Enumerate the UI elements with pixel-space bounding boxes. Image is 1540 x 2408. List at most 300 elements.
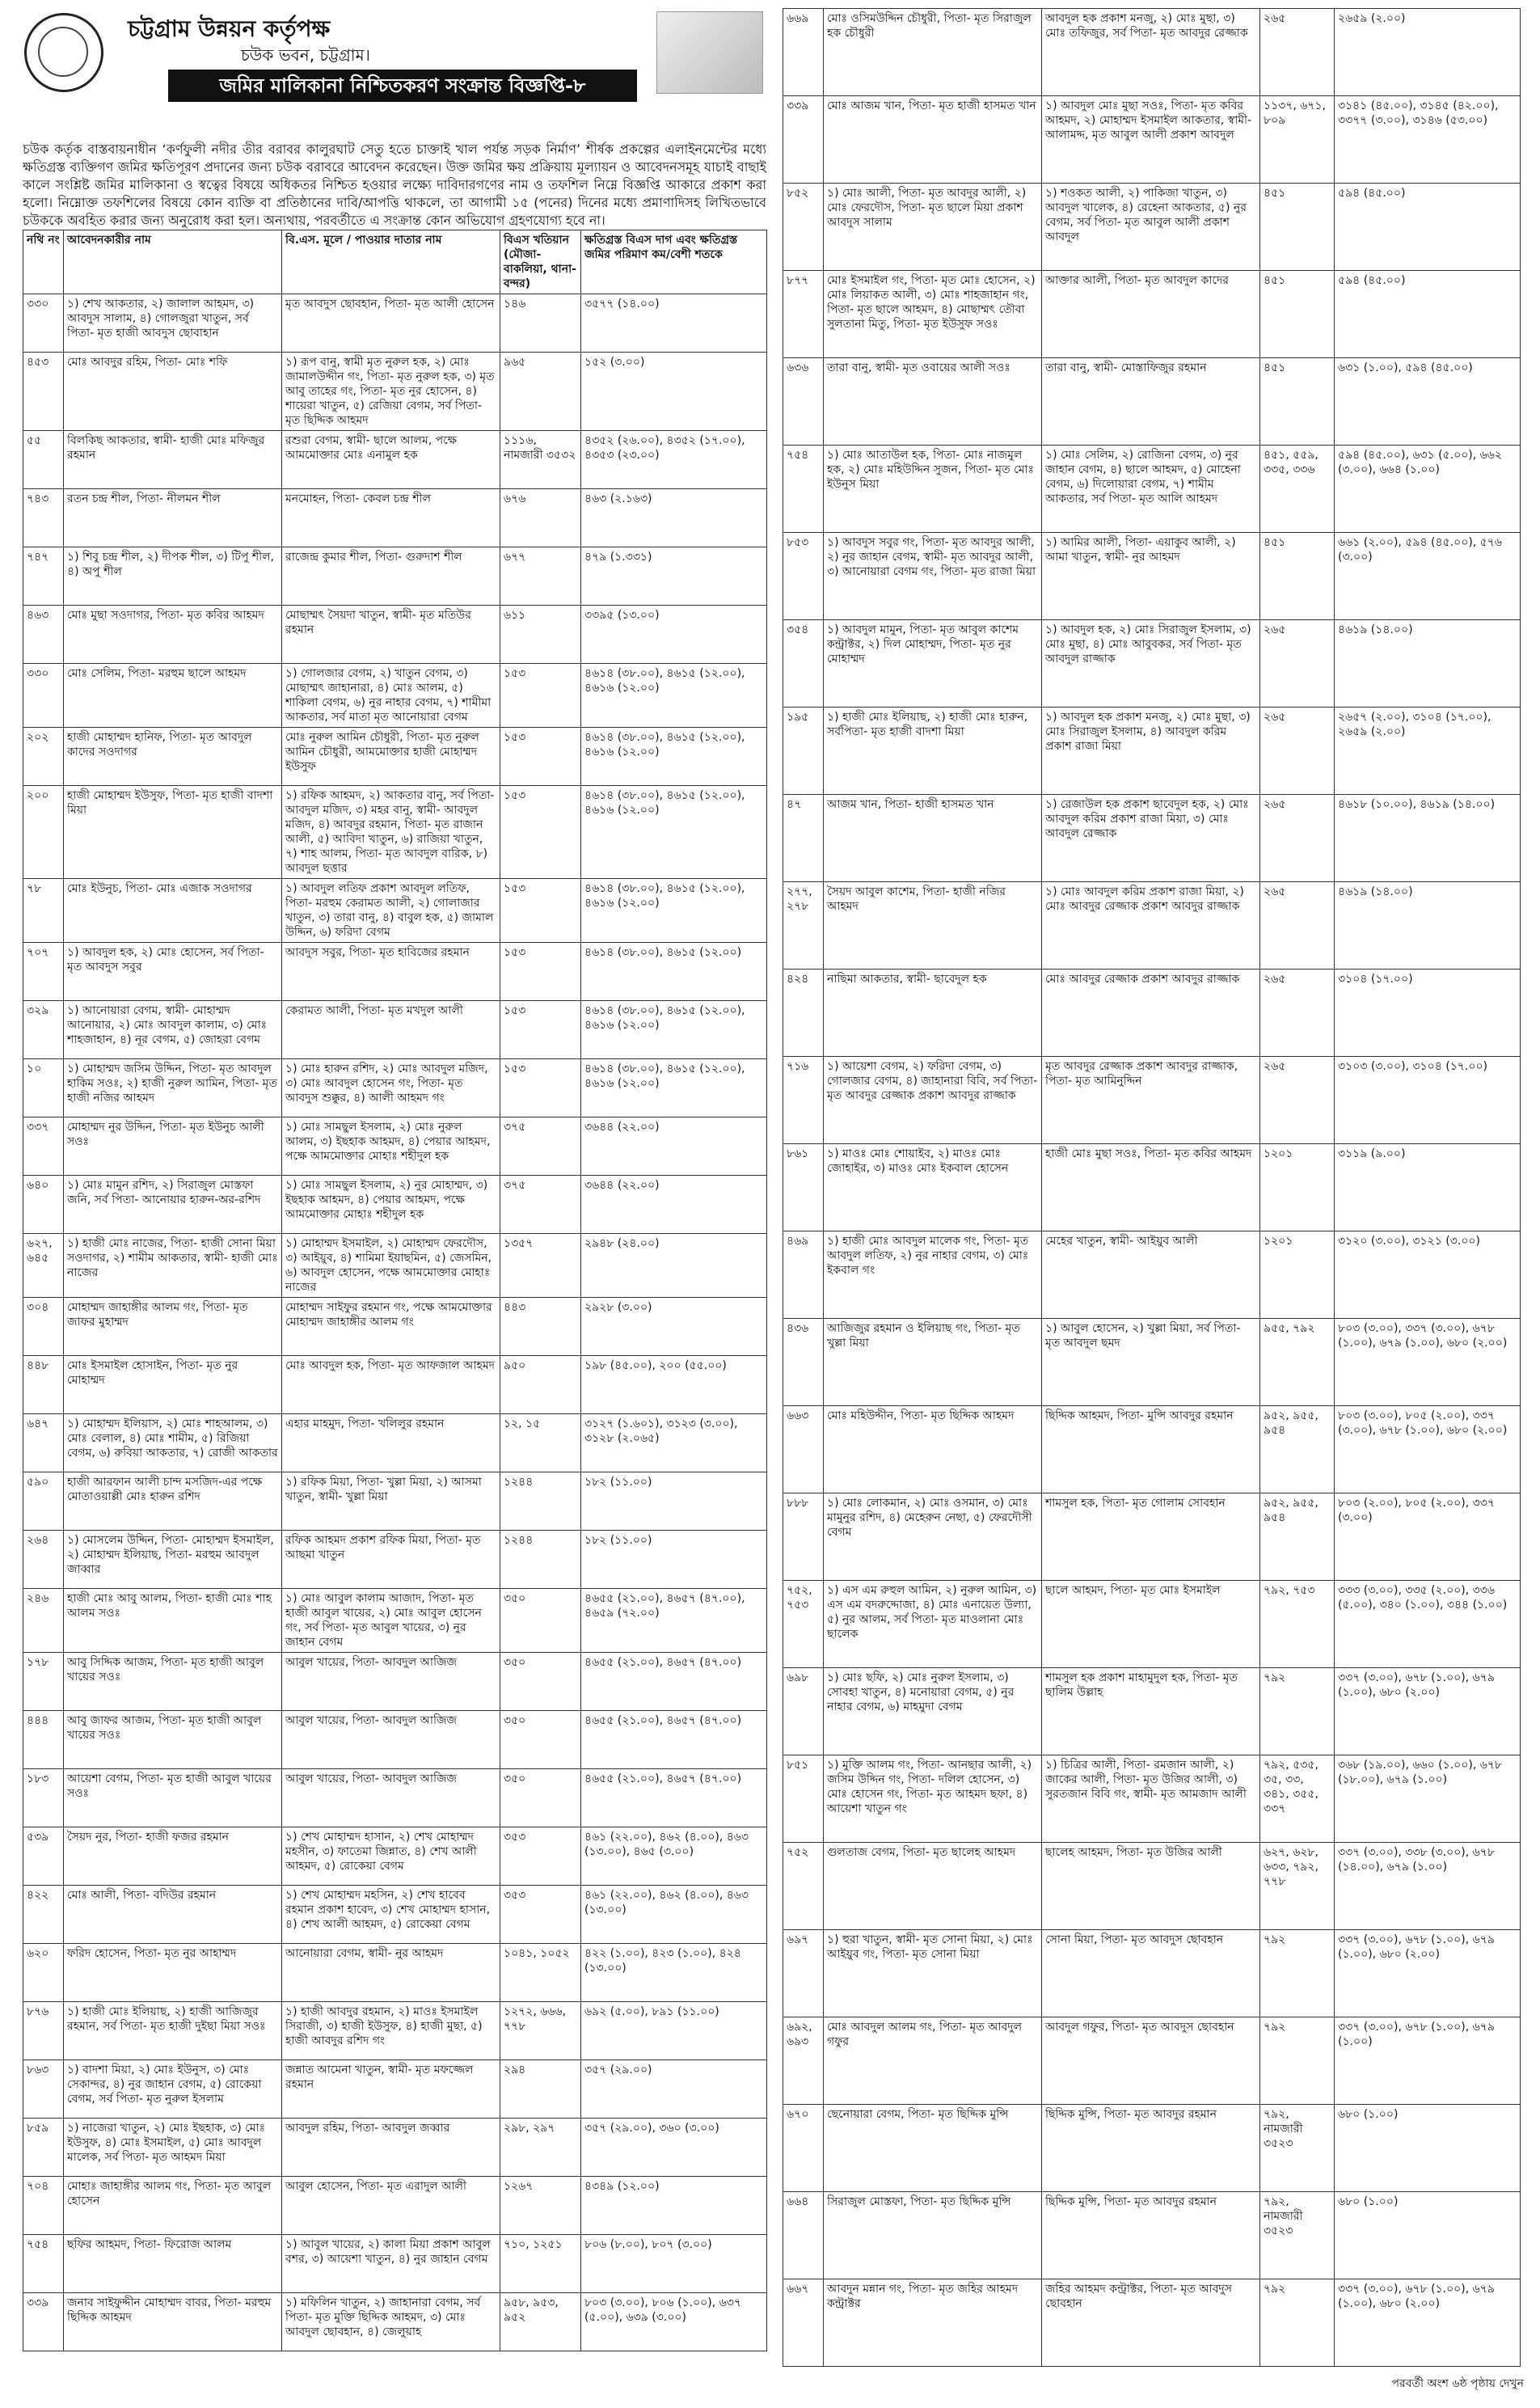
- cell-khatian: ৯৬৫: [500, 353, 581, 431]
- cell-no: ১৯৫: [783, 708, 824, 795]
- cell-plot: ৪৬১৪ (৩৮.০০), ৪৬১৫ (১২.০০), ৪৬১৬ (১২.০০): [581, 786, 767, 879]
- cell-source: জহির আহমদ কন্ট্রাক্টর, পিতা- মৃত আবদুস ছোবহান: [1042, 2279, 1260, 2367]
- cell-source: মোঃ আবদুর রেজ্জাক প্রকাশ আবদুর রাজ্জাক: [1042, 970, 1260, 1057]
- table-row: [23, 1356, 767, 1414]
- cell-applicant: মোঃ মহিউদ্দীন, পিতা- মৃত ছিদ্দিক আহমদ: [824, 1406, 1042, 1493]
- cell-applicant: আজম খান, পিতা- হাজী হাসমত খান: [824, 795, 1042, 882]
- cell-no: ৬২০: [23, 1944, 64, 2002]
- cell-applicant: ১) মোহাম্মদ ইলিয়াস, ২) মোঃ শাহআলম, ৩) মোঃ বেলাল, ৪) মোঃ শামীম, ৫) রিজিয়া বেগম, ৬) রুবিয়া আকতার, ৭) রোজী আকতার: [64, 1414, 282, 1472]
- cell-plot: ৪৬১৯ (১৪.০০): [1335, 882, 1521, 970]
- cell-plot: ৪৬১৯ (১৪.০০): [1335, 620, 1521, 708]
- table-row: [23, 664, 767, 728]
- cell-no: ৪৫৩: [23, 353, 64, 431]
- cell-plot: ৩৩৭ (৩.০০), ৩৩৮ (৩.০০), ৬৭৮ (১৪.০০), ৬৭৯ (১.০০): [1335, 1843, 1521, 1930]
- cell-khatian: ১২৪৪: [500, 1472, 581, 1531]
- cell-khatian: ১৪৬: [500, 294, 581, 353]
- cell-no: ৮৭৬: [23, 2002, 64, 2060]
- cell-plot: ৫৯৪ (৪৫.০০): [1335, 184, 1521, 271]
- table-row: [23, 2235, 767, 2293]
- cell-plot: ১৫২ (৩.০০): [581, 353, 767, 431]
- table-row: [783, 2105, 1521, 2192]
- cell-plot: ৩৫৭ (২৯.০০): [581, 2060, 767, 2119]
- cell-khatian: ৯৫৮, ৯৫৩, ৯৫২: [500, 2293, 581, 2351]
- cell-plot: ৪৬৫৫ (২১.০০), ৪৬৫৭ (৪৭.০০), ৪৬৫৯ (৭২.০০): [581, 1589, 767, 1653]
- cell-khatian: ৬৭৭: [500, 547, 581, 606]
- cell-no: ৩০৪: [23, 1298, 64, 1356]
- cell-source: ১) রূপ বানু, স্বামী মৃত নুরুল হক, ২) মোঃ জামালউদ্দীন গং, পিতা- মৃত নুরুল হক, ৩) মৃত আবু তাহের গং, পিতা- মৃত নুর হোসেন, ৪) শায়েরা খাতুন, ৫) রেজিয়া বেগম, সর্ব পিতা- মৃত ছিদ্দিক আহমদ: [282, 353, 500, 431]
- cell-applicant: হাজী মোহাম্মদ হানিফ, পিতা- মৃত আবদুল কাদের সওদাগর: [64, 728, 282, 786]
- cell-applicant: গুলতাজ বেগম, পিতা- মৃত ছালেহ আহমদ: [824, 1843, 1042, 1930]
- table-row: [23, 294, 767, 353]
- cell-plot: ৩৫৭ (২৯.০০), ৩৬০ (৩.০০): [581, 2119, 767, 2177]
- cell-no: ৮৫৩: [783, 533, 824, 620]
- cell-khatian: ৭৯২: [1260, 1930, 1335, 2017]
- cell-source: ১) হাজী আবদুর রহমান, ২) মাওঃ ইসমাইল সিরাজী, ৩) হাজী ইউসুফ, ৪) হাজী মুছা, ৫) হাজী আবদুর রশিদ গং: [282, 2002, 500, 2060]
- cell-applicant: হাজী মোঃ আবু আলম, পিতা- হাজী মোঃ শাহ আলম সওঃ: [64, 1589, 282, 1653]
- table-row: [783, 446, 1521, 533]
- cell-source: ১) শেখ মোহাম্মদ মহসিন, ২) শেখ হাবেব রহমান প্রকাশ হাবেদ, ৩) শেখ মোহাম্মদ হাসান, ৪) শেখ আলী আহমদ, ৫) রোকেয়া বেগম: [282, 1886, 500, 1944]
- notice-page: [23, 8, 1520, 2393]
- cell-no: ৮৭৭: [783, 271, 824, 358]
- cell-plot: ৪৩৪৯ (১২.০০): [581, 2177, 767, 2235]
- portrait-image: [656, 11, 763, 94]
- cell-plot: ৪৬১৪ (৩৮.০০), ৪৬১৫ (১২.০০), ৪৬১৬ (১২.০০): [581, 1001, 767, 1059]
- right-table: [783, 8, 1521, 2367]
- cell-khatian: ৬৭৬: [500, 489, 581, 547]
- table-row: [23, 489, 767, 547]
- cell-source: মোঃ আবদুল হক, পিতা- মৃত আফজাল আহমদ: [282, 1356, 500, 1414]
- cell-khatian: ৪৫১: [1260, 184, 1335, 271]
- cell-plot: ৪৬১৪ (৩৮.০০), ৪৬১৫ (১২.০০), ৪৬১৬ (১২.০০): [581, 728, 767, 786]
- cell-applicant: হাজী আরফান আলী চান্দ মসজিদ-এর পক্ষে মোতাওয়াল্লী মোঃ হারুন রশিদ: [64, 1472, 282, 1531]
- cell-khatian: ৭৯২, নামজারী ৩৫২৩: [1260, 2105, 1335, 2192]
- cell-applicant: তারা বানু, স্বামী- মৃত ওবায়ের আলী সওঃ: [824, 358, 1042, 446]
- cell-applicant: সিরাজুল মোস্তফা, পিতা- মৃত ছিদ্দিক মুন্সি: [824, 2192, 1042, 2279]
- cell-plot: ৮০৩ (৩.০০), ৮০৫ (২.০০), ৩৩৭ (৩.০০), ৬৭৮ (১.০০), ৬৮০ (২.০০): [1335, 1406, 1521, 1493]
- cell-source: আবুল হোসেন, পিতা- মৃত এরাদুল আলী: [282, 2177, 500, 2235]
- cell-khatian: ১১১৬, নামজারী ৩৫৩২: [500, 431, 581, 489]
- cell-applicant: মোঃ আলী, পিতা- বদিউর রহমান: [64, 1886, 282, 1944]
- cell-applicant: আবু জাফর আজম, পিতা- মৃত হাজী আবুল খায়ের সওঃ: [64, 1711, 282, 1769]
- cell-no: ৬৯৮: [783, 1668, 824, 1755]
- cell-plot: ৩১০৩ (৩.০০), ৩১০৪ (১৭.০০): [1335, 1057, 1521, 1144]
- cell-no: ৪৭: [783, 795, 824, 882]
- col-header-applicant: আবেদনকারীর নাম: [64, 230, 282, 294]
- cell-plot: ৮০৬ (৮.০০), ৮০৭ (৩.০০): [581, 2235, 767, 2293]
- cell-no: ২৪৬: [23, 1589, 64, 1653]
- cell-plot: ৩৬৪৪ (২২.০০): [581, 1117, 767, 1176]
- cell-no: ৪৪৪: [23, 1711, 64, 1769]
- cell-no: ৪৬৯: [783, 1231, 824, 1319]
- cell-applicant: মোঃ আবদুল আলম গং, পিতা- মৃত আবদুল গফুর: [824, 2017, 1042, 2105]
- cell-no: ৮৮৮: [783, 1493, 824, 1581]
- cell-applicant: ১) মোসলেম উদ্দিন, পিতা- মোহাম্মদ ইসমাইল, ২) মোহাম্মদ ইলিয়াছ, পিতা- মরহুম আবদুল জাব্বার: [64, 1531, 282, 1589]
- table-row: [23, 1827, 767, 1886]
- cell-applicant: হাজী মোহাম্মদ ইউসুফ, পিতা- মৃত হাজী বাদশা মিয়া: [64, 786, 282, 879]
- cell-no: ২০০: [23, 786, 64, 879]
- cell-plot: ৪৬১৪ (৩৮.০০), ৪৬১৫ (১২.০০), ৪৬১৬ (১২.০০): [581, 664, 767, 728]
- cell-plot: ৩৬৪৪ (২২.০০): [581, 1176, 767, 1234]
- cell-applicant: মোঃ ইউনুচ, পিতা- মোঃ এজাক সওদাগর: [64, 879, 282, 943]
- table-row: [23, 431, 767, 489]
- cell-applicant: আবদুন মন্নান গং, পিতা- মৃত জহির আহমদ কন্ট্রাক্টর: [824, 2279, 1042, 2367]
- cell-khatian: ১৩৫৭: [500, 1234, 581, 1298]
- cell-khatian: ৭১০, ১২৫১: [500, 2235, 581, 2293]
- cell-khatian: ২৬৫: [1260, 9, 1335, 96]
- cell-khatian: ৪৫১, ৫৫৯, ৩৩৫, ৩৩৬: [1260, 446, 1335, 533]
- cell-source: ১) আবদুল লতিফ প্রকাশ আবদুল লতিফ, পিতা- মরহুম কেরামত আলী, ২) গোলাজার খাতুন, ৩) তারা বানু, ৪) বাবুল হক, ৫) জামাল উদ্দিন, ৬) ফরিদা বেগম: [282, 879, 500, 943]
- table-row: [783, 358, 1521, 446]
- cell-no: ৩২৯: [23, 1001, 64, 1059]
- cell-source: আনোয়ারা বেগম, স্বামী- নুর আহমদ: [282, 1944, 500, 2002]
- cell-applicant: মোহাম্মদ জাহাঙ্গীর আলম গং, পিতা- মৃত জাফর মুহাম্মদ: [64, 1298, 282, 1356]
- cell-applicant: ১) হাজী মোঃ আবদুল মালেক গং, পিতা- মৃত আবদুল লতিফ, ২) নুর নাহার বেগম, ৩) মোঃ ইকবাল গং: [824, 1231, 1042, 1319]
- cell-applicant: আয়েশা বেগম, পিতা- মৃত হাজী আবুল খায়ের সওঃ: [64, 1769, 282, 1827]
- cell-source: ১) শওকত আলী, ২) পাকিজা খাতুন, ৩) আবদুল খালেক, ৪) রেহেনা আকতার, ৫) নুর বেগম, সর্ব পিতা- মৃত আবুল আলী প্রকাশ আবদুল: [1042, 184, 1260, 271]
- cell-khatian: ৩৫০: [500, 1769, 581, 1827]
- cell-khatian: ৪৫১: [1260, 271, 1335, 358]
- cell-no: ৬৩৬: [783, 358, 824, 446]
- cell-source: ১) মোঃ আবুল কালাম আজাদ, পিতা- মৃত হাজী আবুল খায়ের, ২) মোঃ আবুল হোসেন গং, সর্ব পিতা- মৃত আবুল খায়ের, ৩) নুর জাহান বেগম: [282, 1589, 500, 1653]
- cell-khatian: ২৬৫: [1260, 620, 1335, 708]
- cell-source: কেরামত আলী, পিতা- মৃত মখদুল আলী: [282, 1001, 500, 1059]
- cell-source: হাজী মোঃ মুছা সওঃ, পিতা- মৃত কবির আহমদ: [1042, 1144, 1260, 1231]
- cell-applicant: মোঃ সেলিম, পিতা- মরহুম ছালে আহমদ: [64, 664, 282, 728]
- cell-applicant: ১) মাওঃ মোঃ শোয়াইব, ২) মাওঃ মোঃ জোহাইর, ৩) মাওঃ মোঃ ইকবাল হোসেন: [824, 1144, 1042, 1231]
- cda-logo-icon: [24, 13, 103, 92]
- cell-no: ৬৯৭: [783, 1930, 824, 2017]
- cell-applicant: সৈয়দ নুর, পিতা- হাজী ফজর রহমান: [64, 1827, 282, 1886]
- cell-plot: ৩৩৯৫ (১৩.০০): [581, 606, 767, 664]
- cell-source: ছিদ্দিক মুন্সি, পিতা- মৃত আবদুর রহমান: [1042, 2192, 1260, 2279]
- cell-plot: ৩৫৭৭ (১৪.০০): [581, 294, 767, 353]
- table-row: [23, 606, 767, 664]
- cell-khatian: ৯৫৫, ৭৯২: [1260, 1319, 1335, 1406]
- cell-plot: ৪৬৩ (২.১৬৩): [581, 489, 767, 547]
- cell-khatian: ৪৫১: [1260, 533, 1335, 620]
- cell-plot: ২৯২৮ (৩.০০): [581, 1298, 767, 1356]
- cell-no: ৬৯২, ৬৯৩: [783, 2017, 824, 2105]
- cell-plot: ৩৩৩ (৩.০০), ৩৩৫ (২.০০), ৩৩৬ (৫.০০), ৩৪০ (১.০০), ৩৪৪ (১.০০): [1335, 1581, 1521, 1668]
- cell-applicant: ১) মোঃ আতাউল হক, পিতা- মোঃ নাজমুল হক, ২) মোঃ মহিউদ্দিন সুজন, পিতা- মৃত মোঃ ইউনুস মিয়া: [824, 446, 1042, 533]
- table-row: [783, 708, 1521, 795]
- continued-note: পরবর্তী অংশ ৬ষ্ঠ পৃষ্ঠায় দেখুন: [1391, 2377, 1524, 2390]
- cell-plot: ১৮২ (১১.০০): [581, 1531, 767, 1589]
- cell-source: ছালে আহমদ, পিতা- মৃত মোঃ ইসমাইল: [1042, 1581, 1260, 1668]
- cell-no: ৪৪৮: [23, 1356, 64, 1414]
- cell-source: ১) মোঃ হারুন রশিদ, ২) মোঃ আবদুল মজিদ, ৩) মোঃ আবদুল হোসেন গং, পিতা- মৃত আবদুস শুক্কুর, ৪) আলী আহমদ গং: [282, 1059, 500, 1117]
- table-row: [783, 2017, 1521, 2105]
- cell-khatian: ১৫৩: [500, 786, 581, 879]
- table-row: [783, 1493, 1521, 1581]
- cell-no: ৭০৪: [23, 2177, 64, 2235]
- cell-khatian: ১২৪৪: [500, 1531, 581, 1589]
- cell-plot: ২৯৪৮ (২৪.০০): [581, 1234, 767, 1298]
- cell-no: ৬৬৭: [783, 2279, 824, 2367]
- cell-no: ৮৫২: [783, 184, 824, 271]
- cell-plot: ৮০৩ (২.০০), ৮০৫ (২.০০), ৩৩৭ (৩.০০): [1335, 1493, 1521, 1581]
- cell-no: ৭৫৪: [783, 446, 824, 533]
- cell-applicant: ১) হুরা খাতুন, স্বামী- মৃত সোনা মিয়া, ২) মোঃ আইয়ুব গং, পিতা- মৃত সোনা মিয়া: [824, 1930, 1042, 2017]
- table-row: [783, 882, 1521, 970]
- notice-body: চউক কর্তৃক বাস্তবায়নাধীন ‘কর্ণফুলী নদীর তীর বরাবর কালুরঘাট সেতু হতে চাক্তাই খাল পর্যন্ত সড়ক নির্মাণ’ শীর্ষক প্রকল্পের এলাইনমেন্টের মধ্যে ক্ষতিগ্রস্ত ব্যক্তিগণ জমির ক্ষতিপূরণ প্রদানের জন্য চউক বরাবরে আবেদন করেছেন। উক্ত জমির ক্ষয় প্রক্রিয়ায় মূল্যায়ন ও আবেদনসমূহ যাচাই বাছাই কালে সংশ্লিষ্ট জমির মালিকানা ও স্বত্বের বিষয়ে অধিকতর নিশ্চিত হওয়ার লক্ষ্যে দাবিদারগণের নাম ও তফশিল নিম্নে বিজ্ঞপ্তি আকারে প্রকাশ করা হলো। নিম্নোক্ত তফশিলের বিষয়ে কোন ব্যক্তি বা প্রতিষ্ঠানের দাবি/আপত্তি থাকলে, তা আগামী ১৫ (পনের) দিনের মধ্যে প্রমাণাদিসহ লিখিতভাবে চউককে অবহিত করার জন্য অনুরোধ করা হল। অন্যথায়, পরবর্তীতে এ সংক্রান্ত কোন অভিযোগ গ্রহণযোগ্য হবে না।: [23, 142, 766, 228]
- cell-no: ৭৪৩: [23, 489, 64, 547]
- cell-applicant: বিলকিছ আকতার, স্বামী- হাজী মোঃ মফিজুর রহমান: [64, 431, 282, 489]
- cell-applicant: ১) মুক্তি আলম গং, পিতা- আনছার আলী, ২) জসিম উদ্দিন গং, পিতা- দলিল হোসেন, ৩) মোঃ হোসেন গং, পিতা- মৃত আহমদ ছফা, ৪) আয়েশা খাতুন গং: [824, 1755, 1042, 1843]
- table-row: [23, 1711, 767, 1769]
- cell-applicant: মোঃ ইসমাইল হোসাইন, পিতা- মৃত নুর মোহাম্মদ: [64, 1356, 282, 1414]
- cell-khatian: ৯৫২, ৯৫৫, ৯৫৪: [1260, 1406, 1335, 1493]
- cell-no: ২০২: [23, 728, 64, 786]
- org-address: চউক ভবন, চট্টগ্রাম।: [241, 45, 370, 65]
- table-row: [783, 1581, 1521, 1668]
- cell-plot: ৪৬৫৫ (২১.০০), ৪৬৫৭ (৪৭.০০): [581, 1769, 767, 1827]
- table-row: [23, 1176, 767, 1234]
- left-table: [23, 230, 767, 2351]
- table-row: [783, 9, 1521, 96]
- cell-source: ১) আবদুল হক প্রকাশ মনজু, ২) মোঃ মুছা, ৩) মোঃ সিরাজুল ইসলাম, ৪) আবদুল করিম প্রকাশ রাজা মিয়া: [1042, 708, 1260, 795]
- cell-plot: ৩১০৪ (১৭.০০): [1335, 970, 1521, 1057]
- cell-khatian: ৭৯২, ৫৩৫, ৩৫, ৩৩, ৩৪১, ৩৫৫, ৩৩৭: [1260, 1755, 1335, 1843]
- cell-no: ৬৪৭: [23, 1414, 64, 1472]
- cell-applicant: মোঃ ওসিমউদ্দিন চৌধুরী, পিতা- মৃত সিরাজুল হক চৌধুরী: [824, 9, 1042, 96]
- cell-applicant: ১) মোহাম্মদ জসিম উদ্দিন, পিতা- মৃত আবদুল হাকিম সওঃ, ২) হাজী নুরুল আমিন, পিতা- মৃত হাজী নজির আহমদ: [64, 1059, 282, 1117]
- col-header-plot: ক্ষতিগ্রস্ত বিএস দাগ এবং ক্ষতিগ্রস্ত জমির পরিমাণ কম/বেশী শতকে: [581, 230, 767, 294]
- cell-applicant: মোঃ ইসমাইল গং, পিতা- মৃত মোঃ হোসেন, ২) মোঃ লিয়াকত আলী, ৩) মোঃ শাহজাহান গং, পিতা- মৃত ছালে আহমদ, ৪) মোছাম্মৎ তৌবা সুলতানা মিতু, পিতা- মৃত ইউসুফ সওঃ: [824, 271, 1042, 358]
- table-row: [23, 943, 767, 1001]
- cell-applicant: ১) মোঃ ছফি, ২) মোঃ নুরুল ইসলাম, ৩) সোবহা খাতুন, ৪) মনোয়ারা বেগম, ৫) নুর নাহার বেগম, ৬) মাহমুদা বেগম: [824, 1668, 1042, 1755]
- cell-no: ৬৪০: [23, 1176, 64, 1234]
- cell-source: আবদুল হক প্রকাশ মনজু, ২) মোঃ মুছা, ৩) মোঃ তফিজুর, সর্ব পিতা- মৃত আবদুর রেজ্জাক: [1042, 9, 1260, 96]
- cell-applicant: মোঃ আজম খান, পিতা- মৃত হাজী হাসমত খান: [824, 96, 1042, 184]
- cell-no: ৪৩৬: [783, 1319, 824, 1406]
- cell-plot: ৪৬১৮ (১০.০০), ৪৬১৯ (১৪.০০): [1335, 795, 1521, 882]
- table-row: [783, 271, 1521, 358]
- cell-khatian: ১৫৩: [500, 1059, 581, 1117]
- left-column: [23, 8, 766, 2351]
- cell-no: ৩৫৪: [783, 620, 824, 708]
- cell-no: ৩৩৯: [23, 2293, 64, 2351]
- table-row: [23, 1531, 767, 1589]
- cell-no: ২৬৪: [23, 1531, 64, 1589]
- cell-khatian: ৩৫০: [500, 1589, 581, 1653]
- cell-khatian: ১২০১: [1260, 1144, 1335, 1231]
- cell-khatian: ১৫৩: [500, 1001, 581, 1059]
- cell-source: ১) শেখ মোহাম্মদ হাসান, ২) শেখ মোহাম্মদ মহসীন, ৩) ফাতেমা জিন্নাত, ৪) শেখ আলী আহমদ, ৫) রোকেয়া বেগম: [282, 1827, 500, 1886]
- cell-no: ১০: [23, 1059, 64, 1117]
- right-column: [783, 8, 1520, 2367]
- table-row: [23, 1059, 767, 1117]
- table-row: [23, 1944, 767, 2002]
- cell-source: ১) রফিক মিয়া, পিতা- খুল্লা মিয়া, ২) আসমা খাতুন, স্বামী- খুল্লা মিয়া: [282, 1472, 500, 1531]
- cell-khatian: ১৫৩: [500, 664, 581, 728]
- cell-source: তারা বানু, স্বামী- মোস্তাফিজুর রহমান: [1042, 358, 1260, 446]
- cell-plot: ২৬৫৭ (২.০০), ৩১০৪ (১৭.০০), ২৬৫৯ (২.০০): [1335, 708, 1521, 795]
- cell-no: ৭৫৪: [23, 2235, 64, 2293]
- cell-applicant: ১) শিবু চন্দ্র শীল, ২) দীপক শীল, ৩) টিপু শীল, ৪) অপু শীল: [64, 547, 282, 606]
- col-header-khatian: বিএস খতিয়ান (মৌজা-বাকলিয়া, থানা- বন্দর): [500, 230, 581, 294]
- cell-plot: ৩১১৯ (৯.০০): [1335, 1144, 1521, 1231]
- cell-plot: ৪৬১৪ (৩৮.০০), ৪৬১৫ (১২.০০), ৪৬১৬ (১২.০০): [581, 1059, 767, 1117]
- cell-no: ৮৬১: [783, 1144, 824, 1231]
- cell-khatian: ১২০১: [1260, 1231, 1335, 1319]
- cell-plot: ৬৩১ (১.০০), ৫৯৪ (৪৫.০০): [1335, 358, 1521, 446]
- table-row: [783, 1930, 1521, 2017]
- cell-khatian: ৩৫৩: [500, 1886, 581, 1944]
- cell-khatian: ৩৫০: [500, 1653, 581, 1711]
- cell-plot: ৩৬৮ (১৯.০০), ৬৬০ (১.০০), ৬৭৮ (১৮.০০), ৬৭৯ (১.০০): [1335, 1755, 1521, 1843]
- cell-applicant: ছেনোয়ারা বেগম, পিতা- মৃত ছিদ্দিক মুন্সি: [824, 2105, 1042, 2192]
- cell-khatian: ৩৫৩: [500, 1827, 581, 1886]
- cell-plot: ৩৩৭ (৩.০০), ৬৭৮ (১.০০), ৬৭৯ (১.০০), ৬৮০ (২.০০): [1335, 2279, 1521, 2367]
- cell-no: ৮৬৩: [23, 2060, 64, 2119]
- table-row: [23, 1234, 767, 1298]
- cell-applicant: মোঃ আবদুর রহিম, পিতা- মোঃ শফি: [64, 353, 282, 431]
- org-name: চট্টগ্রাম উন্নয়ন কর্তৃপক্ষ: [128, 15, 331, 42]
- cell-source: সোনা মিয়া, পিতা- মৃত আবদুস ছোবহান: [1042, 1930, 1260, 2017]
- header: [23, 8, 766, 137]
- table-row: [23, 547, 767, 606]
- cell-khatian: ২৬৫: [1260, 882, 1335, 970]
- cell-khatian: ১৫৩: [500, 879, 581, 943]
- table-row: [23, 1472, 767, 1531]
- col-header-source: বি.এস. মূলে / পাওয়ার দাতার নাম: [282, 230, 500, 294]
- cell-khatian: ৬১১: [500, 606, 581, 664]
- cell-applicant: নাছিমা আকতার, স্বামী- ছাবেদুল হক: [824, 970, 1042, 1057]
- cell-source: আক্তার আলী, পিতা- মৃত আবদুল কাদের: [1042, 271, 1260, 358]
- cell-source: মৃত আবদুর রেজ্জাক প্রকাশ আবদুর রাজ্জাক, পিতা- মৃত আমিনুদ্দিন: [1042, 1057, 1260, 1144]
- cell-applicant: ১) হাজী মোঃ ইলিয়াছ, ২) হাজী আজিজুর রহমান, সর্ব পিতা- মৃত হাজী দুইছা মিয়া সওঃ: [64, 2002, 282, 2060]
- cell-plot: ৩১২০ (৩.০০), ৩১২১ (৩.০০): [1335, 1231, 1521, 1319]
- cell-applicant: ১) এস এম রুহুল আমিন, ২) নুরুল আমিন, ৩) এস এম বদরুদ্দোজা, ৪) মোঃ এনায়েত উল্যা, ৫) নুর আলম, সর্ব পিতা- মৃত মাওলানা মোঃ ছালেক: [824, 1581, 1042, 1668]
- cell-plot: ২৬৫৯ (২.০০): [1335, 9, 1521, 96]
- cell-source: রফিক আহমদ প্রকাশ রফিক মিয়া, পিতা- মৃত আছমা খাতুন: [282, 1531, 500, 1589]
- cell-source: শামসুল হক, পিতা- মৃত গোলাম সোবহান: [1042, 1493, 1260, 1581]
- cell-source: জন্নাত আমেনা খাতুন, স্বামী- মৃত মফজ্জেল রহমান: [282, 2060, 500, 2119]
- cell-plot: ৪৬১ (২২.০০), ৪৬২ (৪.০০), ৪৬৩ (১৩.০০): [581, 1886, 767, 1944]
- table-row: [23, 1769, 767, 1827]
- cell-khatian: ২৬৫: [1260, 708, 1335, 795]
- cell-khatian: ১২, ১৫: [500, 1414, 581, 1472]
- cell-no: ৩৩০: [23, 294, 64, 353]
- table-row: [783, 1406, 1521, 1493]
- table-row: [783, 2279, 1521, 2367]
- cell-no: ৬৬৩: [783, 1406, 824, 1493]
- table-row: [23, 2119, 767, 2177]
- cell-plot: ৩৩৭ (৩.০০), ৬৭৮ (১.০০), ৬৭৯ (১.০০), ৬৮০ (২.০০): [1335, 1930, 1521, 2017]
- cell-applicant: ১) আয়েশা বেগম, ২) ফরিদা বেগম, ৩) গোলজার বেগম, ৪) জাহানারা বিবি, সর্ব পিতা- মৃত আবদুর রেজ্জাক প্রকাশ আবদুর রাজ্জাক: [824, 1057, 1042, 1144]
- table-row: [783, 1843, 1521, 1930]
- cell-plot: ৪৭৯ (১.৩৩১): [581, 547, 767, 606]
- table-row: [783, 1144, 1521, 1231]
- cell-plot: ৪৬১ (২২.০০), ৪৬২ (৪.০০), ৪৬৩ (১৩.০০), ৪৬৫ (৩.০০): [581, 1827, 767, 1886]
- cell-source: ১) মোঃ সামছুল ইসলাম, ২) নুর মোহাম্মদ, ৩) ইছহাক আহমদ, ৪) পেয়ার আহমদ, পক্ষে আমমোক্তার মোহাঃ শহীদুল হক: [282, 1176, 500, 1234]
- cell-source: ১) চিত্রির আলী, পিতা- রমজান আলী, ২) জাকের আলী, পিতা- মৃত উজির আলী, ৩) সুরতজান বিবি গং, স্বামী- মৃত আমজাদ আলী: [1042, 1755, 1260, 1843]
- cell-applicant: ১) আবদুস সবুর গং, পিতা- মৃত আবদুর আলী, ২) নুর জাহান বেগম, স্বামী- মৃত আবদুর আলী, ৩) আনোয়ারা বেগম গং, পিতা- মৃত রাজা মিয়া: [824, 533, 1042, 620]
- cell-source: আবুল খায়ের, পিতা- আবদুল আজিজ: [282, 1653, 500, 1711]
- table-row: [23, 786, 767, 879]
- cell-source: ১) মফিলিন খাতুন, ২) জাহানারা বেগম, সর্ব পিতা- মৃত মুক্তি ছিদ্দিক আহমদ, ৩) মোঃ আবদুল ছোবহান, ৪) জেলুয়াহ: [282, 2293, 500, 2351]
- table-row: [23, 1589, 767, 1653]
- cell-khatian: ৪৫১: [1260, 358, 1335, 446]
- cell-source: ১) গোলজার বেগম, ২) খাতুন বেগম, ৩) মোছাম্মৎ জাহানারা, ৪) মোঃ আলম, ৫) শাকিলা বেগম, ৬) নুর নাহার বেগম, ৭) শামীমা আকতার, সর্ব মাতা মৃত আনোয়ারা বেগম: [282, 664, 500, 728]
- cell-khatian: ৭৯২, ৭৫৩: [1260, 1581, 1335, 1668]
- cell-khatian: ৪৪৩: [500, 1298, 581, 1356]
- cell-plot: ৩৩৭ (৩.০০), ৬৭৮ (১.০০), ৬৭৯ (১.০০), ৬৮০ (২.০০): [1335, 1668, 1521, 1755]
- cell-plot: ৬৯২ (৫.০০), ৮৯১ (১১.০০): [581, 2002, 767, 2060]
- cell-plot: ৩৩৭ (৩.০০), ৬৭৮ (১.০০), ৬৭৯ (১.০০): [1335, 2017, 1521, 2105]
- cell-khatian: ৩৭৫: [500, 1176, 581, 1234]
- cell-khatian: ১৫৩: [500, 943, 581, 1001]
- cell-plot: ৪৬৫৫ (২১.০০), ৪৬৫৭ (৪৭.০০): [581, 1711, 767, 1769]
- cell-source: ১) মোহাম্মদ ইসমাইল, ২) মোহাম্মদ ফেরদৌস, ৩) আইয়ুব, ৪) শামিমা ইয়াছমিন, ৫) জেসমিন, ৬) আবদুল হোসেন, পক্ষে আমমোক্তার মোহাঃ নাজের: [282, 1234, 500, 1298]
- cell-source: আবুল খায়ের, পিতা- আবদুল আজিজ: [282, 1711, 500, 1769]
- cell-source: ১) মোঃ সেলিম, ২) রোজিনা বেগম, ৩) নুর জাহান বেগম, ৪) ছালে আহমদ, ৫) মোহেনা বেগম, ৬) দিলোয়ারা বেগম, ৭) শামীম আকতার, সর্ব পিতা- মৃত আলি আহমদ: [1042, 446, 1260, 533]
- cell-no: ৭৫২: [783, 1843, 824, 1930]
- cell-source: আবদুল গফুর, পিতা- মৃত আবদুস ছোবহান: [1042, 2017, 1260, 2105]
- cell-khatian: ২৯৪: [500, 2060, 581, 2119]
- cell-khatian: ১২৭২, ৬৬৬, ৭৭৮: [500, 2002, 581, 2060]
- cell-plot: ৬৮০ (১.০০): [1335, 2192, 1521, 2279]
- cell-applicant: সৈয়দ আবুল কাশেম, পিতা- হাজী নজির আহমদ: [824, 882, 1042, 970]
- cell-source: ছালেহ আহমদ, পিতা- মৃত উজির আলী: [1042, 1843, 1260, 1930]
- table-row: [23, 1414, 767, 1472]
- table-row: [783, 795, 1521, 882]
- cell-khatian: ২৬৫: [1260, 970, 1335, 1057]
- table-row: [783, 1319, 1521, 1406]
- cell-no: ৫৫: [23, 431, 64, 489]
- table-row: [783, 96, 1521, 184]
- cell-applicant: আবু সিদ্দিক আজম, পিতা- মৃত হাজী আবুল খায়ের সওঃ: [64, 1653, 282, 1711]
- cell-plot: ৩১২৭ (১.৬০১), ৩১২৩ (৩.০০), ৩১২৮ (২.০৬৫): [581, 1414, 767, 1472]
- cell-applicant: ফরিদ হোসেন, পিতা- মৃত নুর আহাম্মদ: [64, 1944, 282, 2002]
- table-row: [23, 1001, 767, 1059]
- table-row: [783, 620, 1521, 708]
- cell-khatian: ৬২৭, ৬২৮, ৬৩৩, ৭৯২, ৭৭৮: [1260, 1843, 1335, 1930]
- cell-khatian: ৩৫০: [500, 1711, 581, 1769]
- cell-source: ১) মোঃ সামছুল ইসলাম, ২) মোঃ নুরুল আলম, ৩) ইছহাক আহমদ, ৪) পেয়ার আহমদ, পক্ষে আমমোক্তার মোহাঃ শহীদুল হক: [282, 1117, 500, 1176]
- cell-source: মোঃ নুরুল আমিন চৌধুরী, পিতা- মৃত নুরুল আমিন চৌধুরী, আমমোক্তার হাজী মোহাম্মদ ইউসুফ: [282, 728, 500, 786]
- cell-khatian: ১১৩৭, ৬৭১, ৮০৯: [1260, 96, 1335, 184]
- cell-plot: ৫৯৪ (৪৫.০০), ৬৩১ (৫.০০), ৬৬২ (৩.০০), ৬৬৪ (১.০০): [1335, 446, 1521, 533]
- cell-plot: ৪৩৫২ (২৬.০০), ৪৩৫২ (১৭.০০), ৪৩৫৩ (২৩.০০): [581, 431, 767, 489]
- table-row: [783, 1755, 1521, 1843]
- cell-plot: ৪২২ (১.০০), ৪২৩ (১.০০), ৪২৪ (১৩.০০): [581, 1944, 767, 2002]
- cell-source: রশুরা বেগম, স্বামী- ছালে আলম, পক্ষে আমমোক্তার মোঃ এনামুল হক: [282, 431, 500, 489]
- cell-source: মেহের খাতুন, স্বামী- আইয়ুব আলী: [1042, 1231, 1260, 1319]
- table-row: [783, 184, 1521, 271]
- cell-source: ছিদ্দিক মুন্সি, পিতা- মৃত আবদুর রহমান: [1042, 2105, 1260, 2192]
- cell-no: ৫৯০: [23, 1472, 64, 1531]
- table-row: [783, 2192, 1521, 2279]
- notice-title: জমির মালিকানা নিশ্চিতকরণ সংক্রান্ত বিজ্ঞপ্তি-৮: [168, 70, 637, 102]
- cell-no: ৭৪৭: [23, 547, 64, 606]
- cell-source: আবদুস সবুর, পিতা- মৃত হাবিজের রহমান: [282, 943, 500, 1001]
- cell-no: ৩৩০: [23, 664, 64, 728]
- cell-source: ১) আবদুল মোঃ মুছা সওঃ, পিতা- মৃত কবির আহমদ, ২) মোহাম্মদ ইসমাইল আকতার, স্বামী- আলামদ্দ, মৃত আবুল আলী প্রকাশ আবদুল: [1042, 96, 1260, 184]
- cell-khatian: ৯৫২, ৯৫৫, ৯৫৪: [1260, 1493, 1335, 1581]
- cell-plot: ৮০৩ (৩.০০), ৮০৬ (১.০০), ৬৩৭ (৫.০০), ৬৩৯ (৩.০০): [581, 2293, 767, 2351]
- table-row: [783, 970, 1521, 1057]
- col-header-no: নথি নং: [23, 230, 64, 294]
- table-row: [23, 1653, 767, 1711]
- cell-no: ৬৬৯: [783, 9, 824, 96]
- cell-no: ৬২৭, ৬৪৫: [23, 1234, 64, 1298]
- table-row: [23, 728, 767, 786]
- cell-no: ৪৬৩: [23, 606, 64, 664]
- cell-applicant: ১) আনোয়ারা বেগম, স্বামী- মোহাম্মদ আনোয়ার, ২) মোঃ আবদুল কালাম, ৩) মোঃ শাহজাহান, ৪) নূর বেগম, ৫) জোহরা বেগম: [64, 1001, 282, 1059]
- cell-plot: ৪৬১৪ (৩৮.০০), ৪৬১৫ (১২.০০): [581, 943, 767, 1001]
